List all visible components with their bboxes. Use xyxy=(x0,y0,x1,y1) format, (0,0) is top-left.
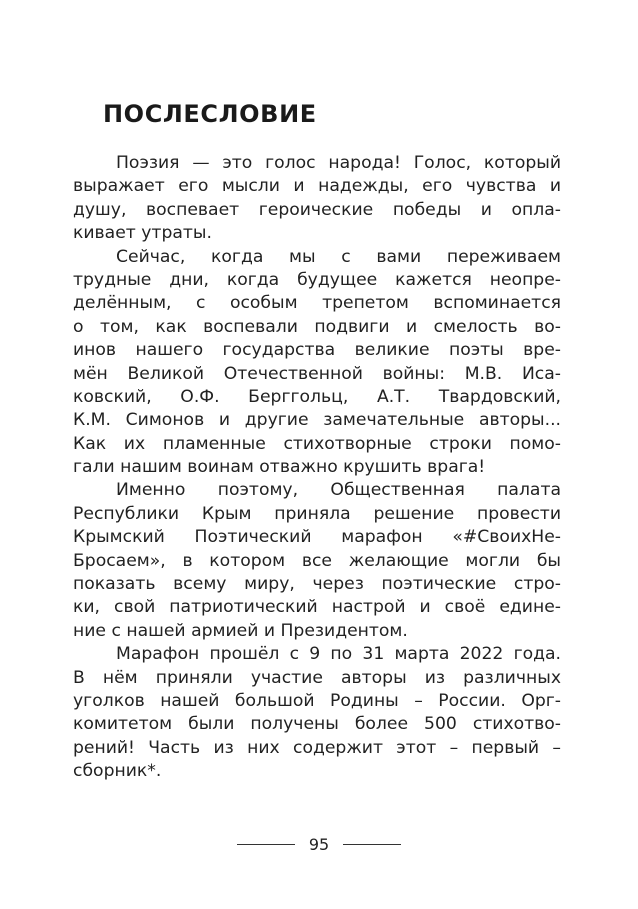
paragraph-2-line-3: делённым, с особым трепетом вспоминается xyxy=(73,293,561,314)
paragraph-3-line-4: Бросаем», в котором все желающие могли бы xyxy=(73,550,561,571)
footer-rule-right xyxy=(343,844,401,845)
paragraph-4-line-4: комитетом были получены более 500 стихотво- xyxy=(73,714,561,735)
paragraph-4-line-3: уголков нашей большой Родины – России. Орг- xyxy=(73,690,561,711)
paragraph-3-line-6: ки, свой патриотический настрой и своё едине- xyxy=(73,597,561,618)
page-title: ПОСЛЕСЛОВИЕ xyxy=(103,100,317,128)
paragraph-3-line-5: показать всему миру, через поэтические стро- xyxy=(73,574,561,595)
paragraph-2-line-4: о том, как воспевали подвиги и смелость во- xyxy=(73,316,561,337)
paragraph-2-line-7: ковский, О.Ф. Берггольц, А.Т. Твардовский, xyxy=(73,386,561,407)
paragraph-1-line-2: выражает его мысли и надежды, его чувства и xyxy=(73,176,561,197)
paragraph-1-line-4: кивает утраты. xyxy=(73,223,212,244)
paragraph-4-line-1: Марафон прошёл с 9 по 31 марта 2022 года. xyxy=(116,644,561,665)
paragraph-4-line-5: рений! Часть из них содержит этот – первый – xyxy=(73,737,561,758)
paragraph-2-line-1: Сейчас, когда мы с вами переживаем xyxy=(116,246,561,267)
paragraph-2-line-8: К.М. Симонов и другие замечательные авторы... xyxy=(73,410,561,431)
paragraph-3-line-3: Крымский Поэтический марафон «#СвоихНе- xyxy=(73,527,561,548)
paragraph-4-line-6: сборник*. xyxy=(73,761,162,782)
paragraph-1-line-1: Поэзия — это голос народа! Голос, который xyxy=(116,153,561,173)
paragraph-2-line-6: мён Великой Отечественной войны: М.В. Иса- xyxy=(73,363,561,384)
page-footer xyxy=(0,832,638,856)
paragraph-2-line-10: гали нашим воинам отважно крушить врага! xyxy=(73,457,486,478)
paragraph-2-line-5: инов нашего государства великие поэты вре- xyxy=(73,340,561,361)
paragraph-2-line-2: трудные дни, когда будущее кажется неопре- xyxy=(73,269,561,290)
page-body xyxy=(73,152,561,784)
paragraph-3-line-1: Именно поэтому, Общественная палата xyxy=(116,480,561,501)
paragraph-4-line-2: В нём приняли участие авторы из различных xyxy=(73,667,561,688)
page-number: 95 xyxy=(308,834,330,854)
paragraph-1-line-3: душу, воспевает героические победы и опла- xyxy=(73,199,561,220)
paragraph-3-line-7: ние с нашей армией и Президентом. xyxy=(73,620,408,641)
paragraph-3-line-2: Республики Крым приняла решение провести xyxy=(73,503,561,524)
footer-rule-left xyxy=(237,844,295,845)
paragraph-2-line-9: Как их пламенные стихотворные строки помо- xyxy=(73,433,561,454)
